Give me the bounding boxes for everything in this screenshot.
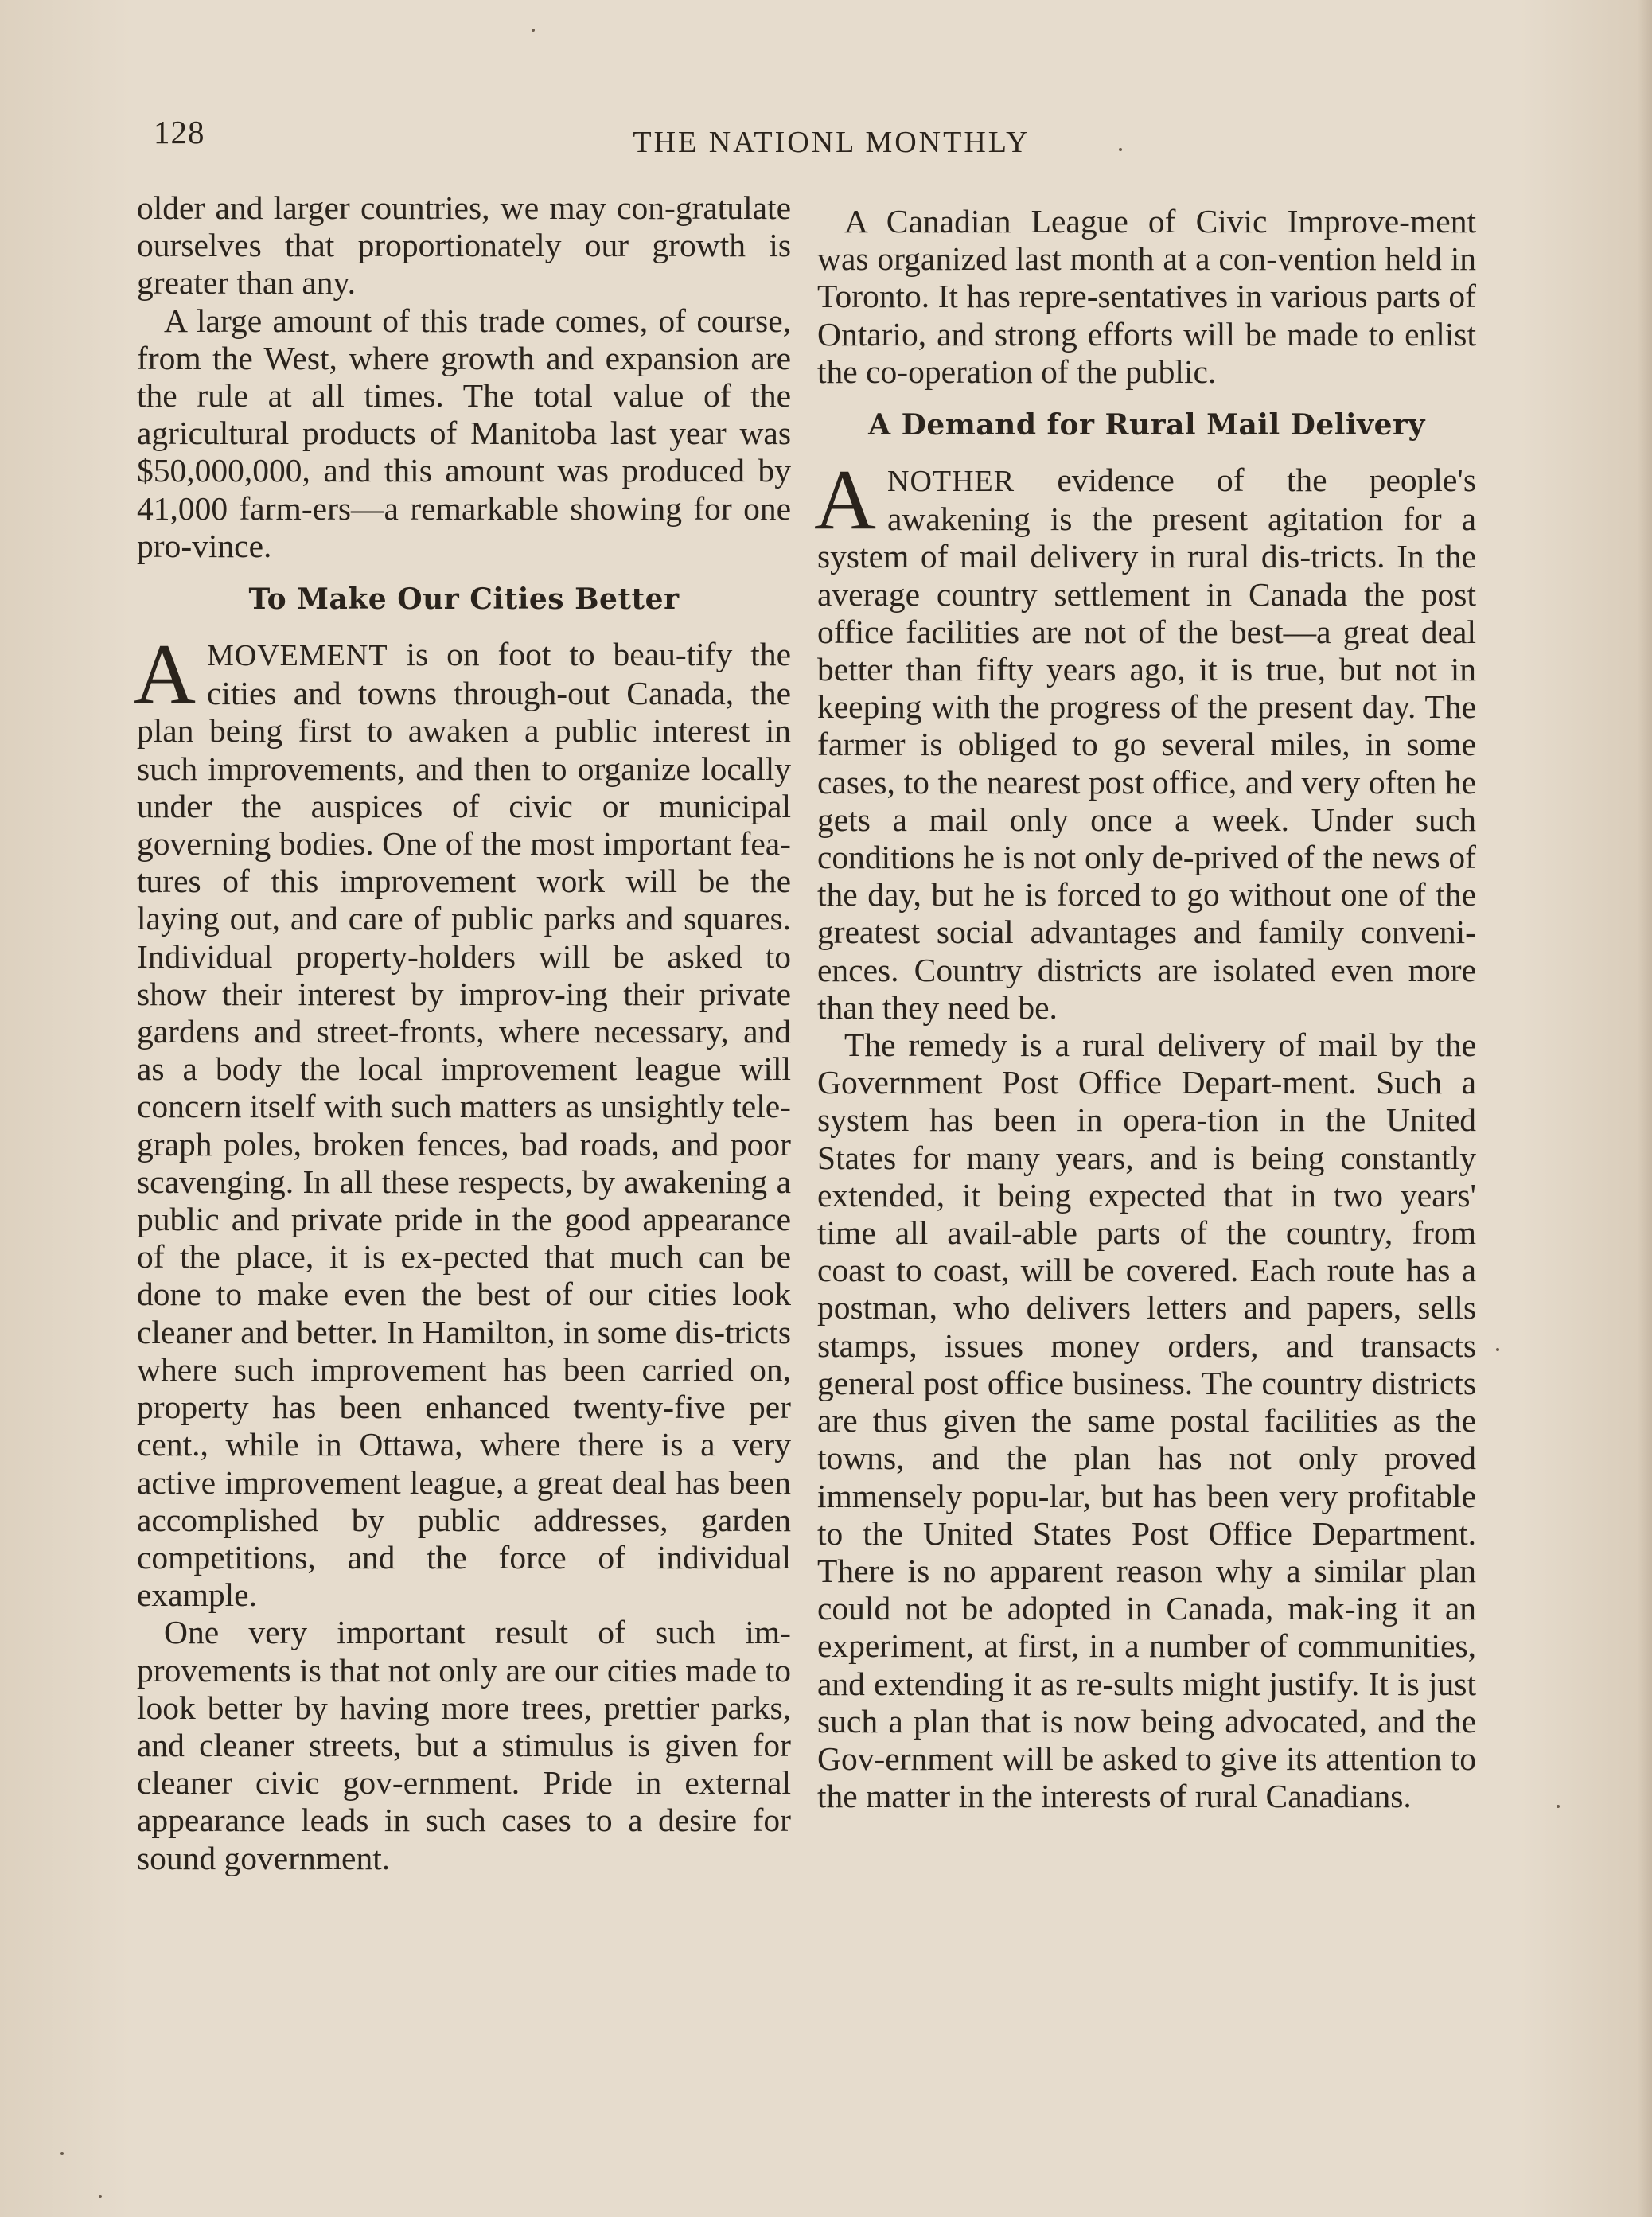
paper-speck: [99, 2195, 102, 2198]
paper-speck: [60, 2152, 64, 2155]
section-heading-cities: To Make Our Cities Better: [248, 582, 680, 617]
running-title: THE NATIONL MONTHLY: [633, 126, 1031, 159]
paragraph-movement-body: is on foot to beau-tify the cities and towns through-out Canada, the plan being first to awaken a public interest in such improvements, and then to organize locally under the auspices of civic or municipal governing bodies. One of the most important fea-tures of this improvement work will be the laying out, and care of public parks and squares. Individual property-holders will be asked to show their interest by improv-ing their private gardens and street-fronts, where necessary, and as a body the local improvement league will concern itself with such matters as unsightly tele-graph poles, broken fences, bad roads, and poor scavenging. In all these respects, by awakening a public and private pride in the good appearance of the place, it is ex-pected that much can be done to make even the best of our cities look cleaner and better. In Hamilton, in some dis-tricts where such improvement has been carried on, property has been enhanced twenty-five per cent., while in Ottawa, where there is a very active improvement league, a great deal has been accomplished by public addresses, garden competitions, and the force of individual example.: [137, 636, 791, 1614]
dropcap-letter: A: [814, 453, 876, 548]
paragraph-another: [814, 453, 1476, 1027]
left-column: [134, 189, 791, 1877]
paragraph-league: A Canadian League of Civic Improve-ment was organized last month at a con-vention held in Toronto. It has repre-sentatives in various parts of Ontario, and strong efforts will be made to enlist the co-operation of the public.: [817, 203, 1476, 390]
paragraph-continued: older and larger countries, we may con-gratulate ourselves that proportionately our growth is greater than any.: [137, 189, 791, 302]
section-heading-rural-mail: A Demand for Rural Mail Delivery: [868, 408, 1425, 442]
right-column: [814, 203, 1476, 1815]
paper-speck: [1557, 1805, 1560, 1808]
paragraph-movement: [134, 627, 791, 1614]
paragraph-remedy: The remedy is a rural delivery of mail by the Government Post Office Depart-ment. Such a system has been in opera-tion in the United States for many years, and is being constantly extended, it being expected that in two years' time all avail-able parts of the country, from coast to coast, will be covered. Each route has a postman, who delivers letters and papers, sells stamps, issues money orders, and transacts general post office business. The country districts are thus given the same postal facilities as the towns, and the plan has not only proved immensely popu-lar, but has been very profitable to the United States Post Office Department. There is no apparent reason why a similar plan could not be adopted in Canada, mak-ing it an experiment, at first, in a number of communities, and extending it as re-sults might justify. It is just such a plan that is now being advocated, and the Gov-ernment will be asked to give its attention to the matter in the interests of rural Canadians.: [817, 1027, 1476, 1815]
paper-speck: [532, 29, 535, 32]
page-edge-shadow: [1638, 0, 1652, 2217]
paper-speck: [1119, 148, 1122, 151]
paragraph-trade: A large amount of this trade comes, of course, from the West, where growth and expansion are the rule at all times. The total value of the agricultural products of Manitoba last year was $50,000,000, and this amount was produced by 41,000 farm-ers—a remarkable showing for one pro-vince.: [137, 302, 791, 564]
page-number: 128: [154, 114, 205, 150]
opening-word: NOTHER: [887, 465, 1015, 499]
paragraph-result: One very important result of such im-provements is that not only are our cities made to look better by having more trees, prettier parks, and cleaner streets, but a stimulus is given for cleaner civic gov-ernment. Pride in external appearance leads in such cases to a desire for sound government.: [137, 1614, 791, 1876]
paragraph-another-body: evidence of the people's awakening is the present agitation for a system of mail delivery in rural dis-tricts. In the average country settlement in Canada the post office facilities are not of the best—a great deal better than fifty years ago, it is true, but not in keeping with the progress of the present day. The farmer is obliged to go several miles, in some cases, to the nearest post office, and very often he gets a mail only once a week. Under such conditions he is not only de-prived of the news of the day, but he is forced to go without one of the greatest social advantages and family conveni-ences. Country districts are isolated even more than they need be.: [817, 462, 1476, 1026]
opening-word: MOVEMENT: [207, 639, 388, 673]
paper-speck: [1496, 1348, 1499, 1351]
dropcap-letter: A: [134, 627, 196, 723]
